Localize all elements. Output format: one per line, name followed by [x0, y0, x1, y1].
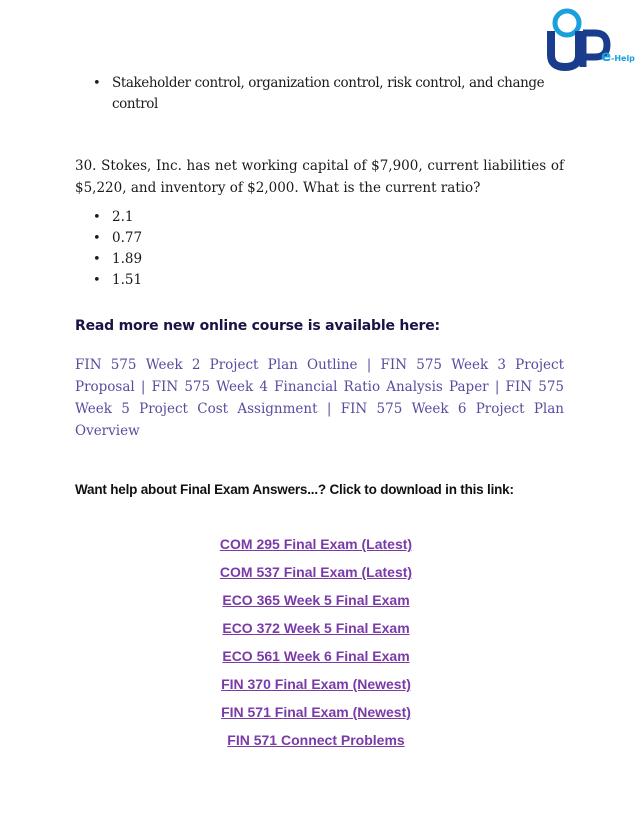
answer-option: • 1.89 [75, 249, 375, 270]
exam-link[interactable]: ECO 372 Week 5 Final Exam [222, 620, 410, 636]
read-more-heading: Read more new online course is available here: [75, 318, 440, 334]
exam-link[interactable]: ECO 561 Week 6 Final Exam [222, 648, 410, 664]
logo-e: e [601, 47, 612, 65]
course-link[interactable]: FIN 575 Week 2 Project Plan Outline [75, 357, 358, 373]
exam-link[interactable]: COM 295 Final Exam (Latest) [219, 536, 413, 552]
exam-link[interactable]: FIN 571 Connect Problems [227, 732, 405, 748]
course-link[interactable]: FIN 575 Week 4 Financial Ratio Analysis Paper [151, 379, 489, 395]
course-link[interactable]: FIN 575 Week 6 Project Plan Overview [75, 401, 564, 439]
course-link[interactable]: FIN 575 Week 3 Project Proposal [75, 357, 565, 395]
answer-options [75, 207, 375, 291]
answer-option: • 1.51 [75, 270, 375, 291]
link-separator: | [357, 357, 381, 373]
exam-link[interactable]: FIN 571 Final Exam (Newest) [221, 704, 411, 720]
logo-graphic [547, 5, 635, 71]
link-separator: | [317, 401, 341, 417]
previous-answer-list [75, 73, 564, 115]
previous-answer-item: • Stakeholder control, organization control, risk control, and change control [75, 73, 564, 115]
course-link[interactable]: FIN 575 Week 5 Project Cost Assignment [75, 379, 564, 417]
question-30: 30. Stokes, Inc. has net working capital of $7,900, current liabilities of $5,220, and inventory of $2,000. What is the current ratio? [75, 158, 564, 196]
answer-option: • 2.1 [75, 207, 375, 228]
exam-link[interactable]: ECO 365 Week 5 Final Exam [222, 592, 410, 608]
link-separator: | [134, 379, 152, 395]
exam-link[interactable]: COM 537 Final Exam (Latest) [219, 564, 413, 580]
answer-option: • 0.77 [75, 228, 375, 249]
final-exam-links [75, 533, 564, 757]
logo-text: -Help [611, 54, 635, 63]
link-separator: | [488, 379, 506, 395]
exam-link[interactable]: FIN 370 Final Exam (Newest) [221, 676, 411, 692]
site-logo [547, 5, 635, 71]
course-links [75, 354, 564, 442]
final-exam-heading: Want help about Final Exam Answers...? Click to download in this link: [75, 482, 514, 497]
